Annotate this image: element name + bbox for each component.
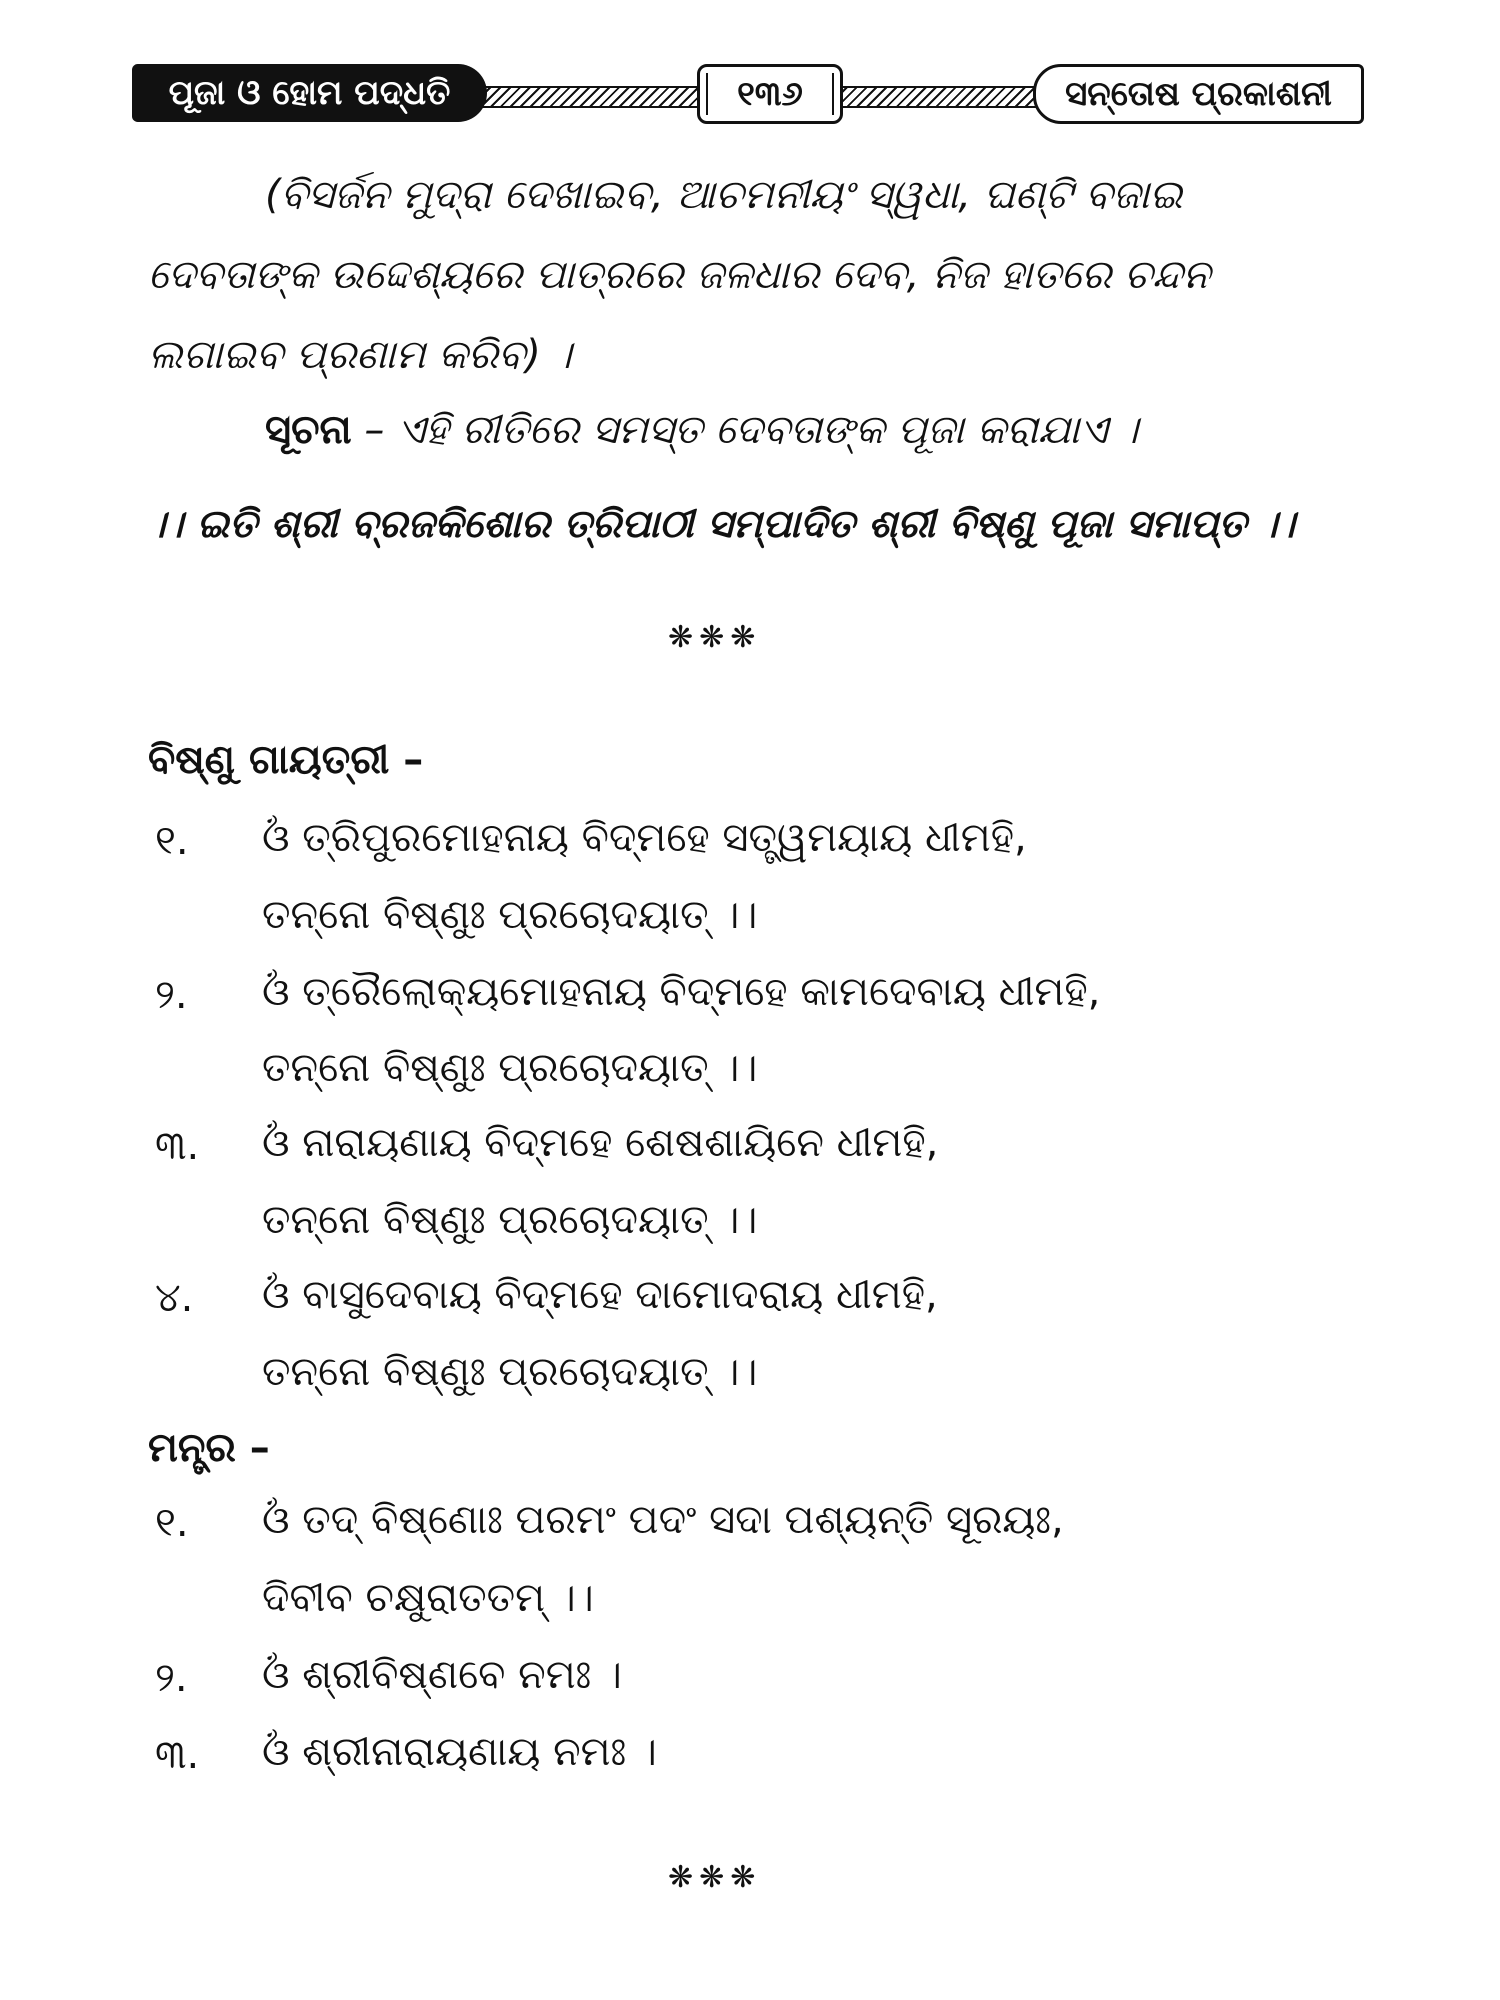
verse-line: ଓଁ ନାରାୟଣାୟ ବିଦ୍ମହେ ଶେଷଶାୟିନେ ଧୀମହି, [262,1120,939,1166]
verse-line: ଓଁ ତ୍ରିପୁରମୋହନାୟ ବିଦ୍ମହେ ସତ୍ତ୍ୱମୟାୟ ଧୀମହି, [262,815,1027,861]
verse-line: ଦିବୀବ ଚକ୍ଷୁରାତତମ୍ ।। [262,1575,594,1621]
item-number: ୩. [155,1732,200,1778]
verse-line: ଓଁ ତଦ୍ ବିଷ୍ଣୋଃ ପରମଂ ପଦଂ ସଦା ପଶ୍ୟନ୍ତି ସୂରୟଃ, [262,1497,1064,1543]
item-number: ୨. [155,972,188,1018]
item-number: ୩. [155,1123,200,1169]
intro-line-3: ଲଗାଇବ ପ୍ରଣାମ କରିବ) । [148,332,572,378]
colophon: ।। ଇତି ଶ୍ରୀ ବ୍ରଜକିଶୋର ତ୍ରିପାଠୀ ସମ୍ପାଦିତ ଶ୍ରୀ ବିଷ୍ଣୁ ପୂଜା ସମାପ୍ତ ।। [148,502,1295,547]
publisher-name: ସନ୍ତୋଷ ପ୍ରକାଶନୀ [1033,64,1364,124]
verse-line: ଓଁ ତ୍ରୈଲୋକ୍ୟମୋହନାୟ ବିଦ୍ମହେ କାମଦେବାୟ ଧୀମହି, [262,969,1101,1015]
book-title: ପୂଜା ଓ ହୋମ ପଦ୍ଧତି [132,64,487,122]
running-header [132,64,1364,126]
ornament-divider-top: ❋❋❋ [668,620,762,655]
note-text: – ଏହି ରୀତିରେ ସମସ୍ତ ଦେବତାଙ୍କ ପୂଜା କରାଯାଏ । [364,407,1139,453]
intro-line-2: ଦେବତାଙ୍କ ଉଦ୍ଦେଶ୍ୟରେ ପାତ୍ରରେ ଜଳଧାର ଦେବ, ନିଜ ହାତରେ ଚନ୍ଦନ [148,252,1211,298]
item-number: ୪. [155,1275,194,1321]
item-number: ୧. [155,1500,189,1546]
verse-line: ଓଁ ଶ୍ରୀନାରାୟଣାୟ ନମଃ । [262,1729,657,1775]
intro-line-1: (ବିସର୍ଜନ ମୁଦ୍ରା ଦେଖାଇବ, ଆଚମନୀୟଂ ସ୍ୱଧା, ଘଣ୍ଟି ବଜାଇ [265,172,1183,218]
verse-line: ତନ୍ନୋ ବିଷ୍ଣୁଃ ପ୍ରଚୋଦୟାତ୍ ।। [262,892,758,938]
note-label: ସୂଚନା [265,407,352,453]
mantra-heading: ମନ୍ତ୍ର – [148,1425,270,1471]
page-number: ୧୩୬ [697,64,843,124]
verse-line: ଓଁ ବାସୁଦେବାୟ ବିଦ୍ମହେ ଦାମୋଦରାୟ ଧୀମହି, [262,1272,938,1318]
ornament-divider-bottom: ❋❋❋ [668,1860,762,1895]
verse-line: ତନ୍ନୋ ବିଷ୍ଣୁଃ ପ୍ରଚୋଦୟାତ୍ ।। [262,1197,758,1243]
item-number: ୧. [155,818,189,864]
verse-line: ତନ୍ନୋ ବିଷ୍ଣୁଃ ପ୍ରଚୋଦୟାତ୍ ।। [262,1349,758,1395]
item-number: ୨. [155,1655,188,1701]
verse-line: ତନ୍ନୋ ବିଷ୍ଣୁଃ ପ୍ରଚୋଦୟାତ୍ ।। [262,1045,758,1091]
verse-line: ଓଁ ଶ୍ରୀବିଷ୍ଣବେ ନମଃ । [262,1652,622,1698]
gayatri-heading: ବିଷ୍ଣୁ ଗାୟତ୍ରୀ – [148,737,424,783]
note-line [265,407,1139,453]
